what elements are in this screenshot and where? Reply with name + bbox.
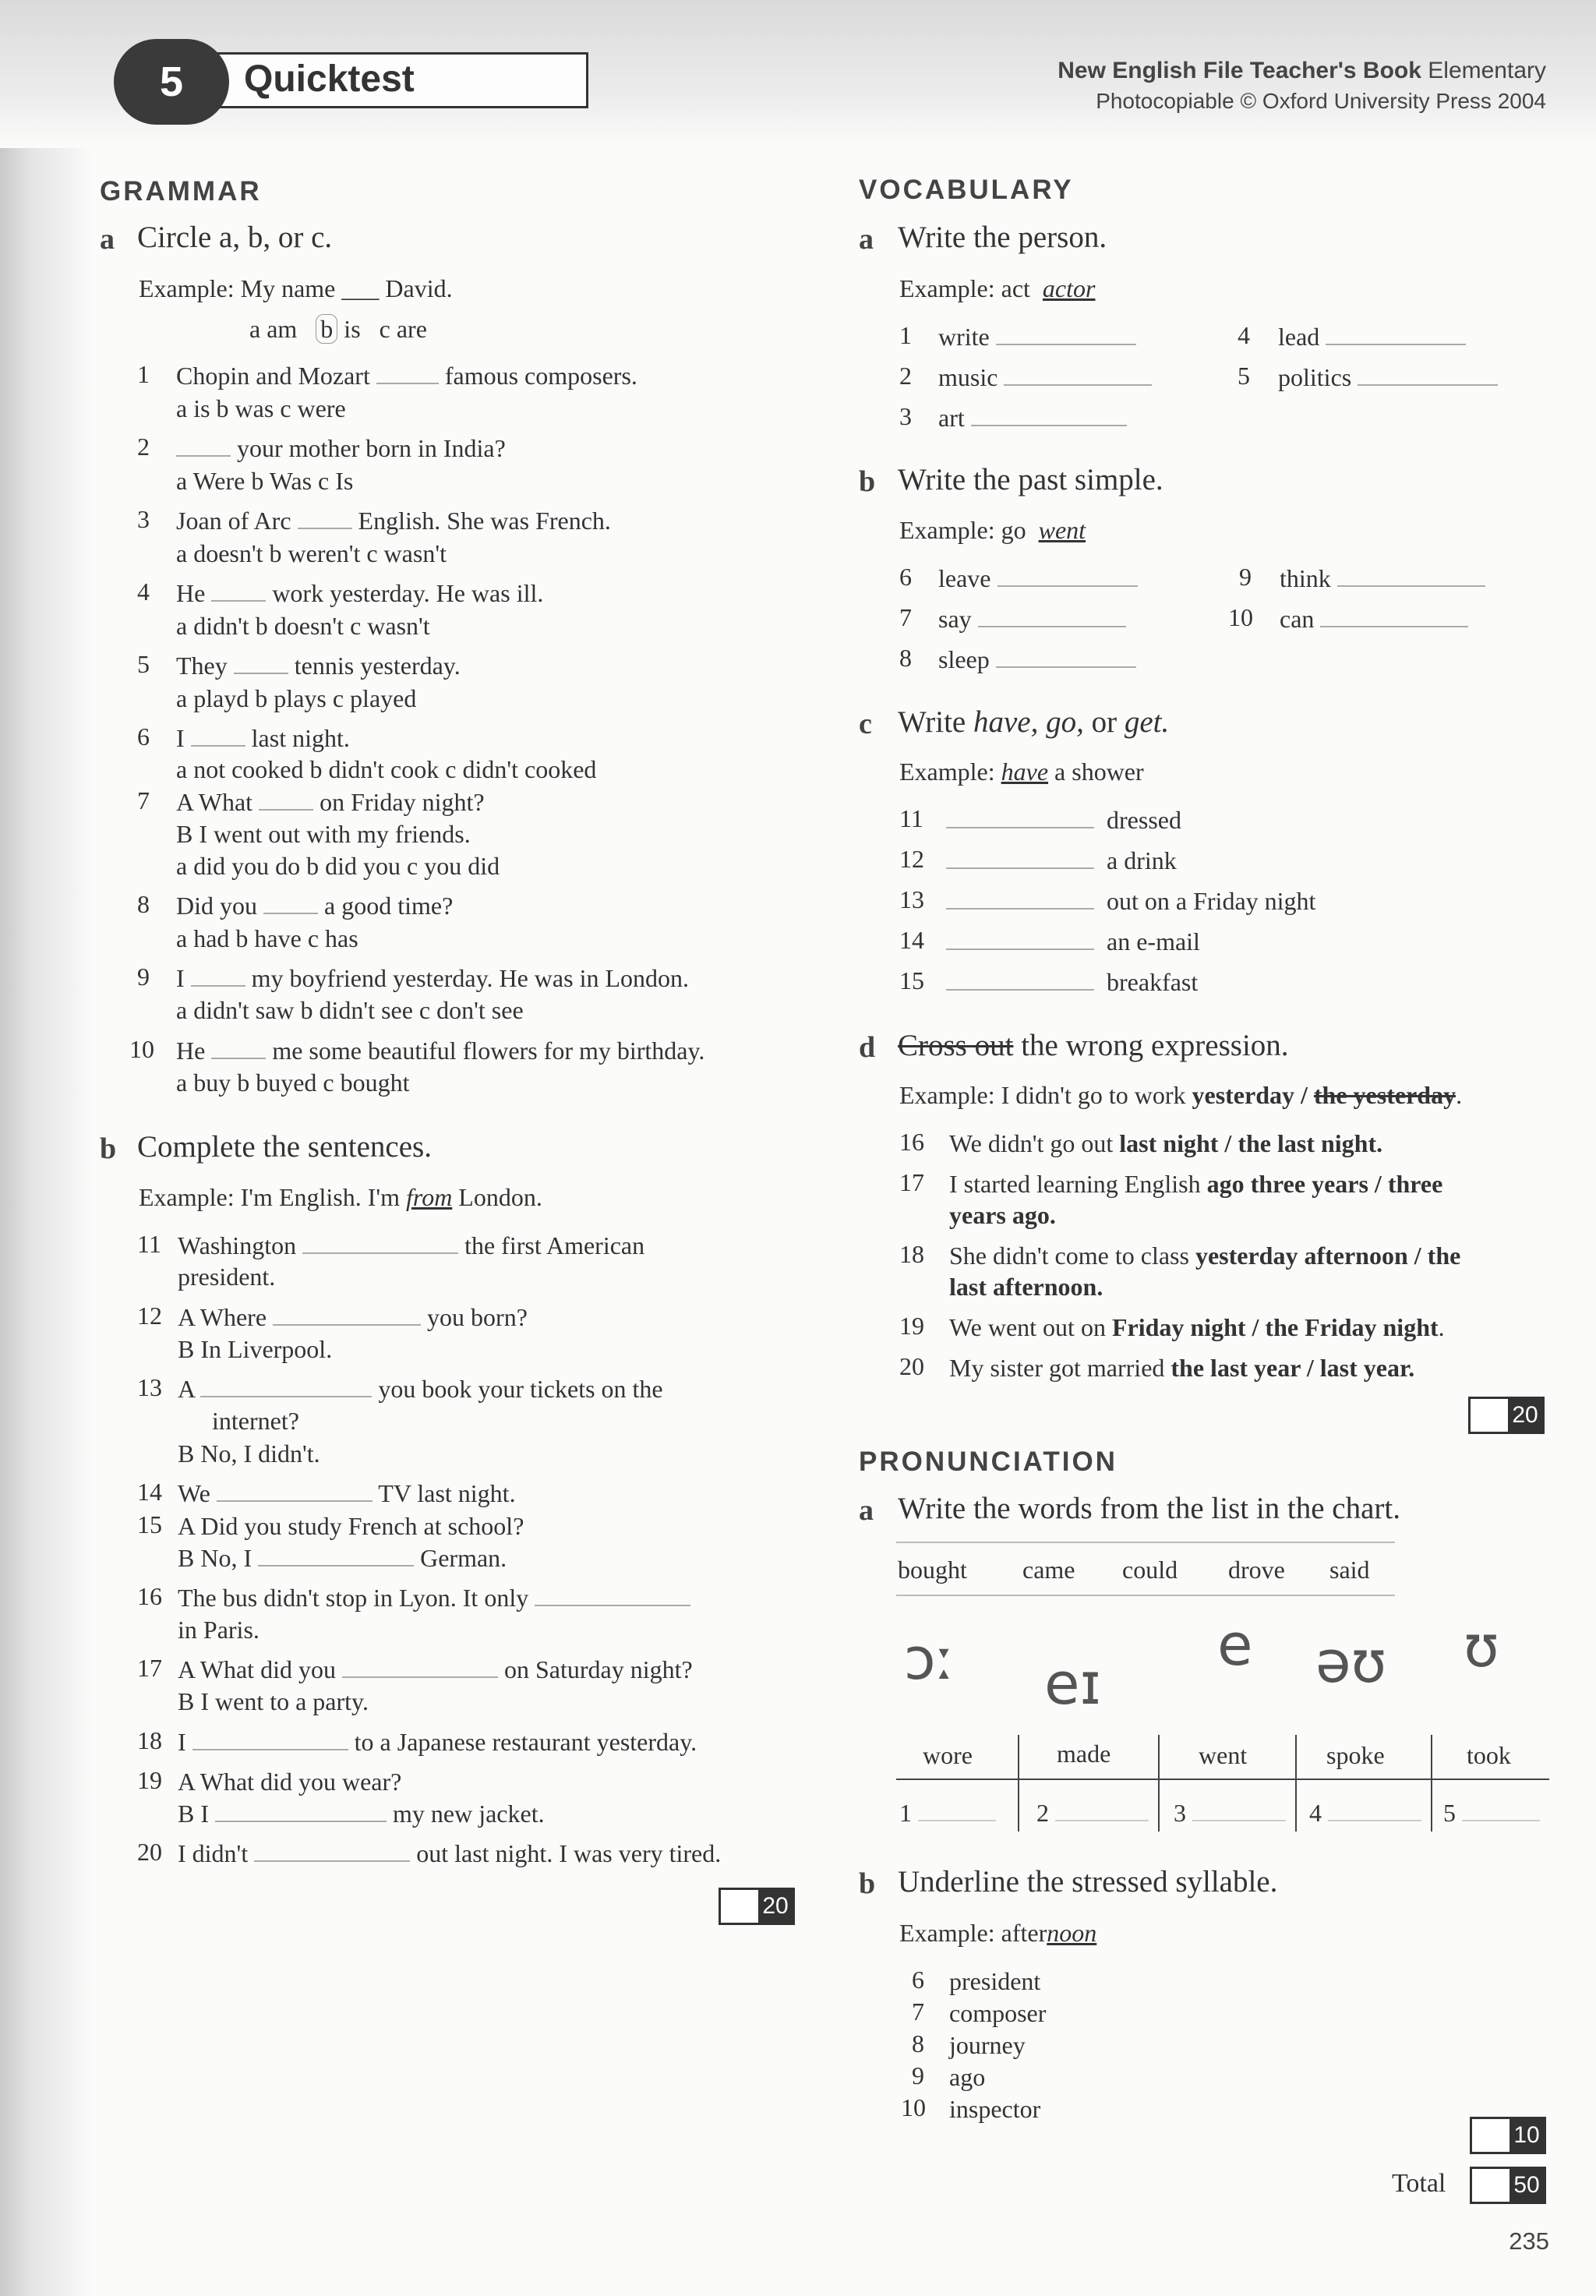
- answer-blank[interactable]: [996, 645, 1136, 668]
- answer-blank[interactable]: [234, 651, 288, 674]
- sound-symbol-bull-icon: ʊ: [1464, 1613, 1499, 1680]
- book-level: Elementary: [1428, 58, 1546, 83]
- answer-blank[interactable]: [1004, 362, 1152, 386]
- vocab-b-example: Example: go went: [899, 516, 1086, 544]
- word-list-item: bought: [898, 1556, 967, 1584]
- answer-blank[interactable]: [273, 1302, 421, 1326]
- list-item: your mother born in India?: [176, 433, 506, 464]
- list-item: Chopin and Mozart famous composers.: [176, 362, 637, 390]
- list-item: A What did you wear?: [178, 1768, 402, 1796]
- list-item: The bus didn't stop in Lyon. It only: [178, 1582, 690, 1613]
- list-item: A you book your tickets on the: [178, 1375, 663, 1403]
- list-item: can: [1280, 603, 1468, 634]
- list-item: art: [938, 402, 1127, 433]
- vocab-d-title: Cross out the wrong expression.: [898, 1029, 1289, 1062]
- answer-blank[interactable]: [1326, 322, 1466, 345]
- pron-b-example: Example: afternoon: [899, 1919, 1097, 1947]
- answer-blank[interactable]: [342, 1655, 498, 1678]
- chart-cell[interactable]: 5: [1443, 1797, 1540, 1828]
- answer-blank[interactable]: [200, 1374, 372, 1397]
- list-item: sleep: [938, 644, 1136, 675]
- chart-column-header: wore: [923, 1741, 973, 1769]
- answer-blank[interactable]: [1320, 604, 1468, 627]
- grammar-a-letter: a: [100, 223, 115, 256]
- answer-blank[interactable]: [946, 886, 1094, 910]
- vocab-c-example: Example: have a shower: [899, 758, 1144, 786]
- vocab-c-title: Write have, go, or get.: [898, 705, 1170, 739]
- grammar-a-example-options: a am b is c are: [249, 315, 427, 343]
- list-item: breakfast: [946, 966, 1198, 998]
- grammar-a-example: Example: My name ___ David.: [139, 274, 453, 302]
- list-item: I to a Japanese restaurant yesterday.: [178, 1728, 697, 1756]
- sound-symbol-phone-icon: əʊ: [1315, 1629, 1387, 1696]
- answer-blank[interactable]: [996, 322, 1136, 345]
- list-item: She didn't come to class yesterday afternoon / the: [949, 1242, 1461, 1270]
- list-item: write: [938, 321, 1136, 352]
- answer-blank[interactable]: [998, 563, 1138, 587]
- pron-b-title: Underline the stressed syllable.: [898, 1865, 1278, 1899]
- list-item: My sister got married the last year / last year.: [949, 1354, 1415, 1382]
- list-item: They tennis yesterday.: [176, 652, 461, 680]
- grammar-score-box[interactable]: 20: [719, 1888, 795, 1925]
- copyright-line: Photocopiable © Oxford University Press 2004: [1096, 89, 1546, 113]
- vocab-b-letter: b: [859, 465, 876, 498]
- unit-number-badge: 5: [114, 39, 229, 125]
- vocab-c-letter: c: [859, 708, 872, 740]
- answer-blank[interactable]: [192, 1727, 348, 1750]
- list-item: Joan of Arc English. She was French.: [176, 507, 611, 535]
- list-item: He me some beautiful flowers for my birthday.: [176, 1037, 705, 1065]
- chart-column-header: took: [1467, 1741, 1511, 1769]
- answer-blank[interactable]: [946, 846, 1094, 869]
- word-list-item: could: [1122, 1556, 1178, 1584]
- answer-blank[interactable]: [215, 1799, 387, 1822]
- answer-blank[interactable]: [971, 403, 1127, 426]
- list-item: out on a Friday night: [946, 885, 1315, 917]
- list-item: dressed: [946, 804, 1181, 835]
- page-title: Quicktest: [244, 58, 415, 100]
- list-item: I last night.: [176, 724, 350, 752]
- list-item[interactable]: ago: [949, 2063, 986, 2091]
- sound-symbol-horse-icon: ɔː: [904, 1626, 955, 1693]
- answer-blank[interactable]: [535, 1583, 690, 1606]
- answer-blank[interactable]: [191, 963, 245, 987]
- answer-blank[interactable]: [1358, 362, 1498, 386]
- list-item: say: [938, 603, 1126, 634]
- word-list-item: drove: [1228, 1556, 1285, 1584]
- list-item: We didn't go out last night / the last night.: [949, 1129, 1383, 1157]
- sound-symbol-egg-icon: e: [1217, 1612, 1253, 1679]
- vocabulary-heading: VOCABULARY: [859, 175, 1074, 205]
- list-item: an e-mail: [946, 926, 1200, 957]
- answer-blank[interactable]: [978, 604, 1126, 627]
- vocab-d-letter: d: [859, 1031, 876, 1064]
- list-item: politics: [1278, 362, 1498, 393]
- answer-blank[interactable]: [376, 361, 439, 384]
- vocab-a-example: Example: act actor: [899, 274, 1096, 302]
- list-item: A Where you born?: [178, 1303, 528, 1331]
- list-item: A What did you on Saturday night?: [178, 1655, 693, 1683]
- list-item: I didn't out last night. I was very tired.: [178, 1839, 722, 1867]
- chart-column-header: went: [1199, 1741, 1248, 1769]
- grammar-heading: GRAMMAR: [100, 176, 262, 207]
- list-item: A Did you study French at school?: [178, 1512, 524, 1540]
- list-item: A What on Friday night?: [176, 788, 485, 816]
- answer-blank[interactable]: [211, 578, 266, 602]
- answer-blank[interactable]: [1337, 563, 1485, 587]
- pron-b-letter: b: [859, 1867, 876, 1900]
- list-item: He work yesterday. He was ill.: [176, 579, 544, 607]
- list-item[interactable]: president: [949, 1967, 1041, 1995]
- answer-blank[interactable]: [211, 1036, 266, 1059]
- pron-a-letter: a: [859, 1494, 874, 1527]
- book-title-line: [1058, 58, 1546, 84]
- vocab-a-title: Write the person.: [898, 221, 1107, 254]
- book-title: New English File Teacher's Book: [1058, 58, 1421, 83]
- word-list-item: said: [1329, 1556, 1370, 1584]
- total-score-box[interactable]: 50: [1470, 2167, 1546, 2204]
- chart-column-header: made: [1057, 1740, 1111, 1768]
- vocab-a-letter: a: [859, 223, 874, 256]
- chart-cell[interactable]: 2: [1036, 1797, 1149, 1828]
- answer-blank[interactable]: [217, 1478, 373, 1502]
- list-item: leave: [938, 563, 1138, 594]
- list-item: a drink: [946, 845, 1177, 876]
- chart-cell[interactable]: 3: [1174, 1797, 1286, 1828]
- vocab-b-title: Write the past simple.: [898, 463, 1163, 496]
- list-item: We went out on Friday night / the Friday night.: [949, 1313, 1445, 1341]
- answer-blank[interactable]: [254, 1839, 410, 1862]
- answer-blank[interactable]: [258, 1543, 414, 1567]
- grammar-b-title: Complete the sentences.: [137, 1130, 432, 1164]
- pronunciation-heading: PRONUNCIATION: [859, 1446, 1118, 1477]
- list-item[interactable]: journey: [949, 2031, 1026, 2059]
- answer-blank[interactable]: [946, 967, 1094, 991]
- vocabulary-score-box[interactable]: 20: [1468, 1397, 1545, 1434]
- chart-column-header: spoke: [1326, 1741, 1385, 1769]
- word-list-item: came: [1022, 1556, 1075, 1584]
- list-item: think: [1280, 563, 1485, 594]
- total-label: Total: [1392, 2169, 1446, 2198]
- grammar-b-example: Example: I'm English. I'm from London.: [139, 1183, 542, 1211]
- book-spine-shadow: [0, 0, 94, 2296]
- pron-a-title: Write the words from the list in the chart.: [898, 1492, 1401, 1525]
- vocab-d-example: Example: I didn't go to work yesterday / the yesterday.: [899, 1081, 1463, 1109]
- answer-blank[interactable]: [176, 433, 231, 457]
- grammar-b-letter: b: [100, 1132, 117, 1165]
- list-item: Did you a good time?: [176, 892, 454, 920]
- list-item: music: [938, 362, 1152, 393]
- answer-blank[interactable]: [259, 787, 313, 811]
- list-item: lead: [1278, 321, 1466, 352]
- list-item[interactable]: composer: [949, 1999, 1047, 2027]
- pronunciation-score-box[interactable]: 10: [1470, 2117, 1546, 2154]
- list-item: I started learning English ago three years / three: [949, 1170, 1443, 1198]
- circled-answer: b: [316, 314, 337, 344]
- grammar-a-title: Circle a, b, or c.: [137, 221, 333, 254]
- page-number: 235: [1509, 2227, 1549, 2255]
- answer-blank[interactable]: [298, 506, 352, 529]
- sound-symbol-train-icon: eɪ: [1044, 1651, 1102, 1718]
- answer-blank[interactable]: [263, 891, 318, 914]
- answer-blank[interactable]: [946, 927, 1094, 950]
- list-item[interactable]: inspector: [949, 2095, 1041, 2123]
- list-item: We TV last night.: [178, 1479, 516, 1507]
- answer-blank[interactable]: [302, 1231, 458, 1254]
- answer-blank[interactable]: [946, 805, 1094, 828]
- answer-blank[interactable]: [191, 723, 245, 747]
- list-item: Washington the first American: [178, 1231, 645, 1259]
- list-item: I my boyfriend yesterday. He was in London.: [176, 964, 689, 992]
- chart-cell[interactable]: 4: [1309, 1797, 1421, 1828]
- chart-cell[interactable]: 1: [899, 1797, 996, 1828]
